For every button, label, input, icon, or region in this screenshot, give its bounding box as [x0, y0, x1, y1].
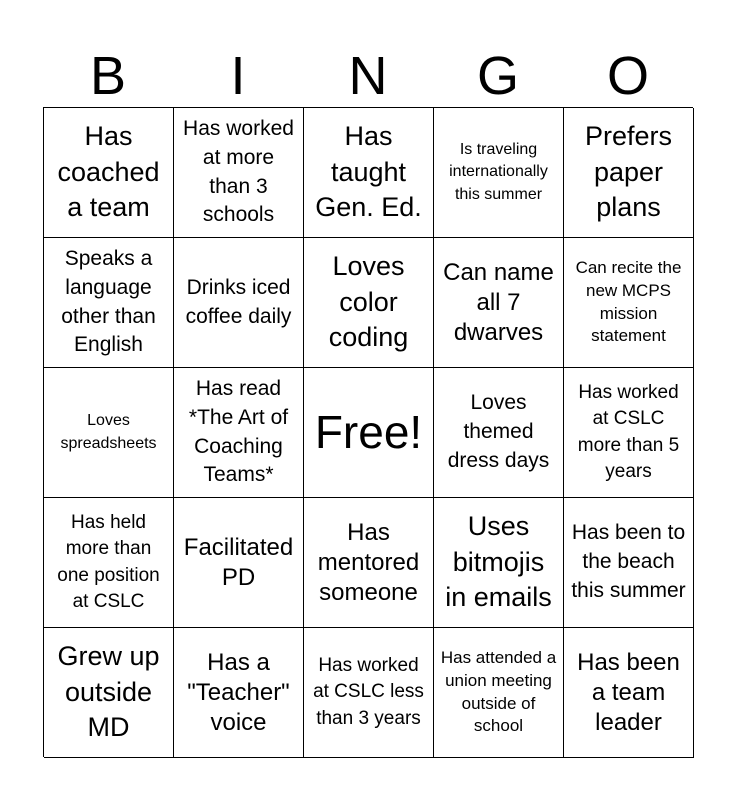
- bingo-cell-text: Uses bitmojis in emails: [445, 511, 552, 613]
- bingo-cell[interactable]: [434, 498, 564, 628]
- header-letter-o: O: [606, 46, 649, 106]
- bingo-cell[interactable]: [434, 238, 564, 368]
- bingo-cell[interactable]: [434, 628, 564, 758]
- bingo-cell[interactable]: [564, 628, 694, 758]
- bingo-cell[interactable]: [304, 108, 434, 238]
- bingo-cell-text: Has worked at more than 3 schools: [183, 116, 294, 227]
- bingo-cell-text: Has attended a union meeting outside of school: [440, 648, 557, 736]
- bingo-cell[interactable]: [44, 368, 174, 498]
- bingo-cell[interactable]: [44, 498, 174, 628]
- bingo-cell[interactable]: [304, 238, 434, 368]
- bingo-cell-text: Facilitated PD: [183, 533, 294, 591]
- bingo-cell[interactable]: [434, 108, 564, 238]
- bingo-cell[interactable]: [564, 108, 694, 238]
- bingo-cell[interactable]: [174, 628, 304, 758]
- bingo-cell-text: Loves themed dress days: [447, 391, 550, 472]
- bingo-cell-text: Has been a team leader: [577, 648, 680, 736]
- free-space-cell[interactable]: [304, 368, 434, 498]
- bingo-cell-text: Drinks iced coffee daily: [185, 275, 292, 328]
- bingo-cell[interactable]: [174, 238, 304, 368]
- bingo-cell[interactable]: [44, 108, 174, 238]
- bingo-cell-text: Has held more than one position at CSLC: [57, 512, 160, 612]
- bingo-cell[interactable]: [174, 498, 304, 628]
- bingo-cell-text: Is traveling internationally this summer: [449, 140, 548, 203]
- bingo-cell-text: Has coached a team: [57, 121, 160, 223]
- bingo-cell[interactable]: [174, 368, 304, 498]
- bingo-cell-text: Speaks a language other than English: [61, 246, 156, 357]
- bingo-cell-text: Has taught Gen. Ed.: [315, 121, 422, 223]
- bingo-cell[interactable]: [304, 628, 434, 758]
- bingo-cell-text: Loves color coding: [328, 251, 409, 353]
- bingo-cell-text: Prefers paper plans: [584, 121, 673, 223]
- bingo-cell[interactable]: [44, 628, 174, 758]
- bingo-cell-text: Loves spreadsheets: [60, 412, 157, 452]
- bingo-cell[interactable]: [304, 498, 434, 628]
- bingo-cell[interactable]: [564, 368, 694, 498]
- bingo-cell-text: Can recite the new MCPS mission statement: [575, 258, 682, 346]
- bingo-cell[interactable]: [564, 238, 694, 368]
- bingo-cell[interactable]: [44, 238, 174, 368]
- bingo-cell-text: Has worked at CSLC more than 5 years: [577, 382, 680, 482]
- bingo-cell[interactable]: [434, 368, 564, 498]
- bingo-cell-text: Has mentored someone: [317, 518, 420, 606]
- bingo-cell-text: Grew up outside MD: [57, 641, 160, 743]
- bingo-cell-text: Has read *The Art of Coaching Teams*: [188, 376, 289, 487]
- bingo-board: [43, 107, 693, 757]
- bingo-cell[interactable]: [564, 498, 694, 628]
- free-space-text: Free!: [314, 406, 423, 459]
- bingo-cell-text: Has a "Teacher" voice: [187, 648, 290, 736]
- bingo-cell-text: Can name all 7 dwarves: [443, 258, 554, 346]
- header-letter-b: B: [89, 46, 127, 106]
- bingo-cell-text: Has worked at CSLC less than 3 years: [313, 655, 424, 729]
- bingo-cell[interactable]: [174, 108, 304, 238]
- header-letter-i: I: [230, 46, 246, 106]
- header-letter-g: G: [476, 46, 519, 106]
- bingo-header: [43, 46, 693, 106]
- header-letter-n: N: [348, 46, 388, 106]
- bingo-cell-text: Has been to the beach this summer: [571, 521, 686, 602]
